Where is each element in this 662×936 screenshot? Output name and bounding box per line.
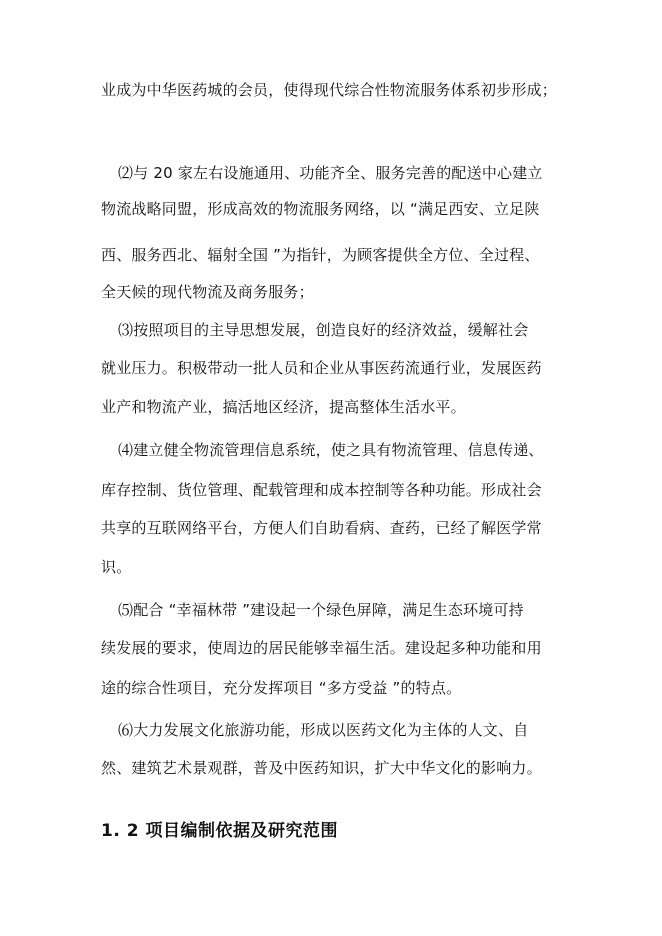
paragraph-2-line-1: ⑵与 20 家左右设施通用、功能齐全、服务完善的配送中心建立 <box>118 164 543 182</box>
paragraph-5-line-3: 途的综合性项目，充分发挥项目 “多方受益 ”的特点。 <box>101 679 462 697</box>
paragraph-2-line-2: 物流战略同盟，形成高效的物流服务网络，以 “满足西安、立足陕 <box>101 200 540 218</box>
paragraph-3-line-1: ⑶按照项目的主导思想发展，创造良好的经济效益，缓解社会 <box>118 321 529 339</box>
paragraph-3-line-3: 业产和物流产业，搞活地区经济，提高整体生活水平。 <box>101 398 466 416</box>
paragraph-5-line-1: ⑸配合 “幸福林带 ”建设起一个绿色屏障，满足生态环境可持 <box>118 601 524 619</box>
section-heading: 1. 2 项目编制依据及研究范围 <box>101 821 338 841</box>
paragraph-6-line-1: ⑹大力发展文化旅游功能，形成以医药文化为主体的人文、自 <box>118 721 529 739</box>
paragraph-4-line-1: ⑷建立健全物流管理信息系统，使之具有物流管理、信息传递、 <box>118 441 544 459</box>
paragraph-6-line-2: 然、建筑艺术景观群，普及中医药知识，扩大中华文化的影响力。 <box>101 759 542 777</box>
paragraph-1-line-1: 业成为中华医药城的会员，使得现代综合性物流服务体系初步形成； <box>101 81 558 99</box>
paragraph-4-line-4: 识。 <box>101 558 132 576</box>
paragraph-3-line-2: 就业压力。积极带动一批人员和企业从事医药流通行业，发展医药 <box>101 359 542 377</box>
paragraph-5-line-2: 续发展的要求，使周边的居民能够幸福生活。建设起多种功能和用 <box>101 639 542 657</box>
paragraph-4-line-2: 库存控制、货位管理、配载管理和成本控制等各种功能。形成社会 <box>101 481 542 499</box>
paragraph-2-line-3: 西、服务西北、辐射全国 ”为指针，为顾客提供全方位、全过程、 <box>101 246 540 264</box>
paragraph-4-line-3: 共享的互联网络平台，方便人们自助看病、查药，已经了解医学常 <box>101 519 542 537</box>
paragraph-2-line-4: 全天候的现代物流及商务服务； <box>101 283 314 301</box>
